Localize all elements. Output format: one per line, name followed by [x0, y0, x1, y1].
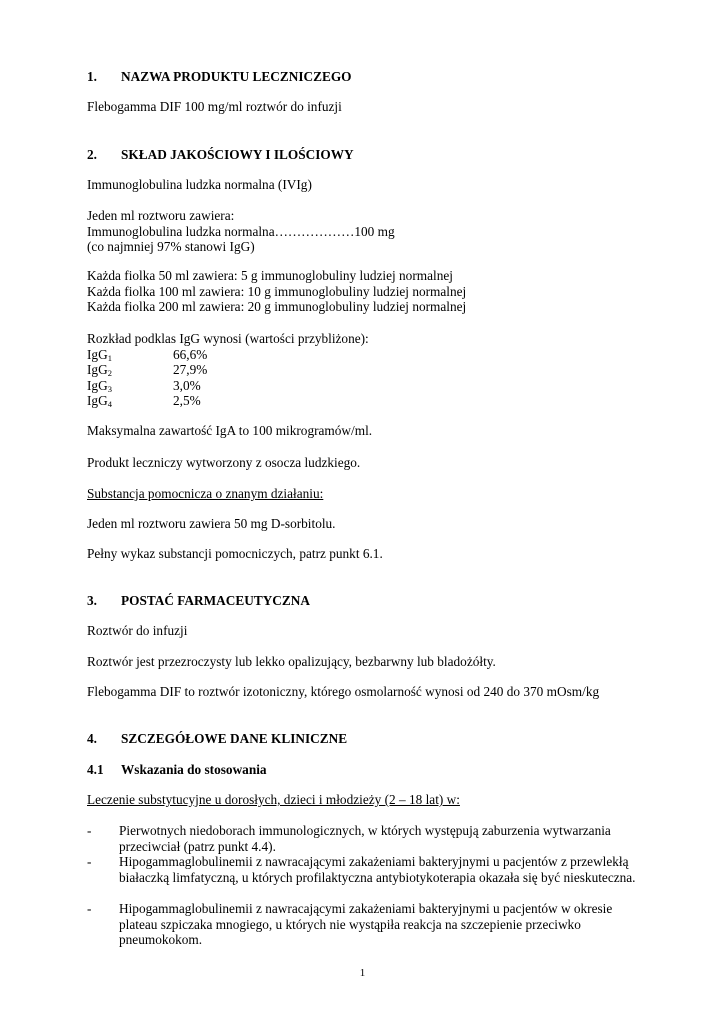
section-2-heading	[87, 147, 647, 163]
excipient-list-line: Pełny wykaz substancji pomocniczych, patrz punkt 6.1.	[87, 546, 383, 561]
subclass-name: IgG$_4$	[87, 393, 112, 410]
section-title: POSTAĆ FARMACEUTYCZNA	[121, 593, 310, 608]
subclass-name: IgG$_1$	[87, 346, 112, 363]
excipient-heading: Substancja pomocnicza o znanym działaniu:	[87, 486, 324, 501]
section-title: Wskazania do stosowania	[121, 762, 267, 777]
product-name: Flebogamma DIF 100 mg/ml roztwór do infuzji	[87, 99, 342, 114]
list-item	[87, 823, 647, 854]
subclass-row	[87, 393, 647, 409]
subclass-row	[87, 362, 647, 378]
section-4-1-heading	[87, 762, 647, 778]
form-line-2: Roztwór jest przezroczysty lub lekko opalizujący, bezbarwny lub bladożółty.	[87, 654, 496, 669]
section-4-heading	[87, 731, 647, 747]
list-bullet: -	[87, 854, 92, 869]
section-title: SKŁAD JAKOŚCIOWY I ILOŚCIOWY	[121, 147, 354, 162]
section-number: 1.	[87, 69, 97, 84]
list-bullet: -	[87, 823, 92, 838]
list-item-text: Hipogammaglobulinemii z nawracającymi zakażeniami bakteryjnymi u pacjentów w okresie plateau szpiczaka mnogiego, u których nie wystąpiła reakcja na szczepienie przeciwko pneumokokom.	[119, 901, 613, 948]
subclass-value: 27,9%	[173, 362, 208, 378]
indication-heading: Leczenie substytucyjne u dorosłych, dzieci i młodzieży (2 – 18 lat) w:	[87, 792, 460, 807]
ivig-line: Immunoglobulina ludzka normalna (IVIg)	[87, 177, 312, 192]
subclass-value: 3,0%	[173, 377, 201, 393]
section-title: SZCZEGÓŁOWE DANE KLINICZNE	[121, 731, 348, 746]
section-number: 3.	[87, 593, 97, 608]
vial-line-2: Każda fiolka 100 ml zawiera: 10 g immunoglobuliny ludziej normalnej	[87, 283, 467, 299]
contains-block	[87, 208, 647, 255]
contains-line-3: (co najmniej 97% stanowi IgG)	[87, 239, 255, 255]
sorbitol-line: Jeden ml roztworu zawiera 50 mg D-sorbitolu.	[87, 516, 336, 531]
form-line-3: Flebogamma DIF to roztwór izotoniczny, którego osmolarność wynosi od 240 do 370 mOsm/kg	[87, 684, 600, 699]
contains-line-2: Immunoglobulina ludzka normalna………………100 mg	[87, 223, 395, 239]
section-number: 2.	[87, 147, 97, 162]
subclass-value: 2,5%	[173, 393, 201, 409]
list-item-text: Hipogammaglobulinemii z nawracającymi zakażeniami bakteryjnymi u pacjentów z przewlekłą białaczką limfatyczną, u których profilaktyczna antybiotykoterapia okazała się być nieskuteczna.	[119, 854, 636, 885]
vial-line-1: Każda fiolka 50 ml zawiera: 5 g immunoglobuliny ludziej normalnej	[87, 268, 453, 283]
section-3-heading	[87, 593, 647, 609]
subclass-intro: Rozkład podklas IgG wynosi (wartości przybliżone):	[87, 331, 369, 346]
subclass-row	[87, 347, 647, 363]
subclass-value: 66,6%	[173, 346, 208, 362]
vial-line-3: Każda fiolka 200 ml zawiera: 20 g immunoglobuliny ludziej normalnej	[87, 299, 467, 315]
list-item-text: Pierwotnych niedoborach immunologicznych, w których występują zaburzenia wytwarzania przeciwciał (patrz punkt 4.4).	[119, 823, 611, 854]
section-1-heading	[87, 69, 647, 85]
subclass-row	[87, 378, 647, 394]
section-number: 4.	[87, 731, 97, 746]
subclass-name: IgG$_3$	[87, 377, 112, 394]
iga-line: Maksymalna zawartość IgA to 100 mikrogramów/ml.	[87, 423, 373, 438]
list-bullet: -	[87, 901, 92, 916]
page-number: 1	[359, 967, 366, 979]
vial-block	[87, 268, 647, 315]
contains-line-1: Jeden ml roztworu zawiera:	[87, 208, 235, 223]
subclass-name: IgG$_2$	[87, 362, 112, 379]
subclass-block	[87, 331, 647, 409]
section-number: 4.1	[87, 762, 104, 777]
plasma-line: Produkt leczniczy wytworzony z osocza ludzkiego.	[87, 455, 361, 470]
section-title: NAZWA PRODUKTU LECZNICZEGO	[121, 69, 352, 84]
list-item	[87, 901, 647, 948]
form-line-1: Roztwór do infuzji	[87, 623, 188, 638]
list-item	[87, 854, 647, 885]
